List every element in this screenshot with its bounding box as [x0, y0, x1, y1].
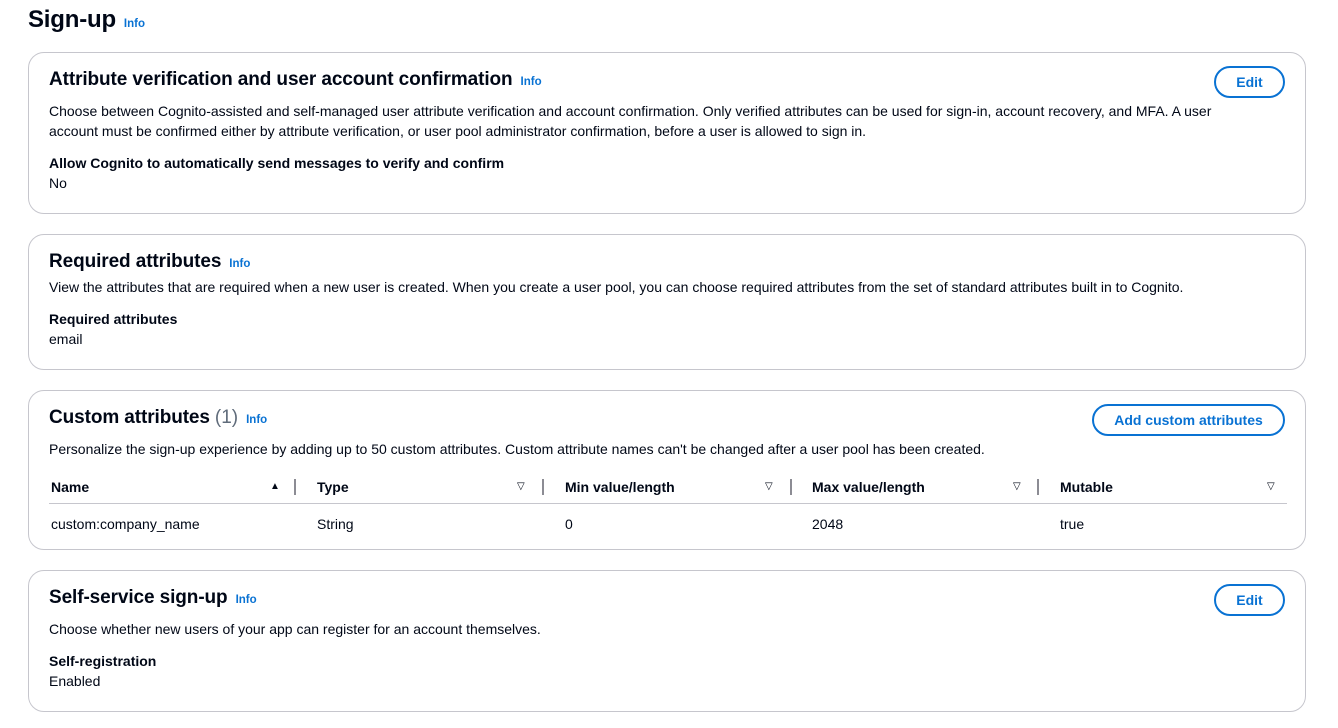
verification-title: Attribute verification and user account confirmation — [49, 69, 513, 90]
required-info-link[interactable]: Info — [229, 258, 251, 270]
column-resize-handle[interactable] — [542, 479, 544, 495]
column-header-min[interactable]: Min value/length ▽ — [565, 479, 773, 495]
required-header — [49, 251, 250, 273]
add-custom-attributes-button[interactable]: Add custom attributes — [1092, 404, 1285, 436]
custom-count: (1) — [214, 407, 239, 428]
column-resize-handle[interactable] — [1037, 479, 1039, 495]
required-description: View the attributes that are required when a new user is created. When you create a user pool, you can choose required attributes from the set of standard attributes built in to Cognito. — [49, 279, 1184, 295]
cell-name: custom:company_name — [51, 516, 200, 532]
table-row — [49, 504, 1287, 544]
selfservice-header — [49, 587, 257, 609]
self-registration-value: Enabled — [49, 673, 101, 689]
required-title: Required attributes — [49, 251, 222, 272]
sort-descending-icon: ▽ — [517, 481, 525, 492]
sort-descending-icon: ▽ — [1013, 481, 1021, 492]
page-header — [28, 6, 145, 34]
selfservice-edit-button[interactable]: Edit — [1214, 584, 1285, 616]
custom-attributes-table — [49, 471, 1287, 544]
sort-descending-icon: ▽ — [1267, 481, 1275, 492]
column-header-mutable[interactable]: Mutable ▽ — [1060, 479, 1275, 495]
auto-verify-value: No — [49, 175, 67, 191]
column-header-name[interactable]: Name ▲ — [51, 479, 280, 495]
custom-header — [49, 407, 267, 429]
verification-edit-button[interactable]: Edit — [1214, 66, 1285, 98]
custom-info-link[interactable]: Info — [246, 414, 268, 426]
sort-ascending-icon: ▲ — [270, 481, 280, 492]
selfservice-title: Self-service sign-up — [49, 587, 228, 608]
required-attributes-panel — [28, 234, 1306, 370]
auto-verify-label: Allow Cognito to automatically send messages to verify and confirm — [49, 155, 505, 171]
required-attributes-value: email — [49, 331, 83, 347]
cell-mutable: true — [1060, 516, 1085, 532]
page-info-link[interactable]: Info — [123, 18, 145, 30]
cell-max: 2048 — [812, 516, 844, 532]
column-header-type[interactable]: Type ▽ — [317, 479, 525, 495]
self-registration-label: Self-registration — [49, 653, 157, 669]
column-resize-handle[interactable] — [790, 479, 792, 495]
custom-description: Personalize the sign-up experience by adding up to 50 custom attributes. Custom attribute names can't be changed after a user pool has been created. — [49, 441, 985, 457]
verification-info-link[interactable]: Info — [520, 76, 542, 88]
selfservice-info-link[interactable]: Info — [235, 594, 257, 606]
cell-min: 0 — [565, 516, 573, 532]
self-service-panel — [28, 570, 1306, 712]
selfservice-description: Choose whether new users of your app can register for an account themselves. — [49, 621, 541, 637]
verification-description: Choose between Cognito-assisted and self-managed user attribute verification and account confirmation. Only verified attributes can be used for sign-in, account recovery, and MFA. A user account must be confirmed either by attribute verification, or user pool administrator confirmation, before a user is allowed to sign in. — [49, 103, 1212, 139]
page-title: Sign-up — [28, 6, 116, 33]
sort-descending-icon: ▽ — [765, 481, 773, 492]
verification-header — [49, 69, 542, 91]
table-header — [49, 471, 1287, 504]
column-header-max[interactable]: Max value/length ▽ — [812, 479, 1021, 495]
custom-attributes-panel — [28, 390, 1306, 550]
required-attributes-label: Required attributes — [49, 311, 178, 327]
custom-title: Custom attributes — [49, 407, 210, 428]
cell-type: String — [317, 516, 354, 532]
column-resize-handle[interactable] — [294, 479, 296, 495]
verification-panel — [28, 52, 1306, 214]
